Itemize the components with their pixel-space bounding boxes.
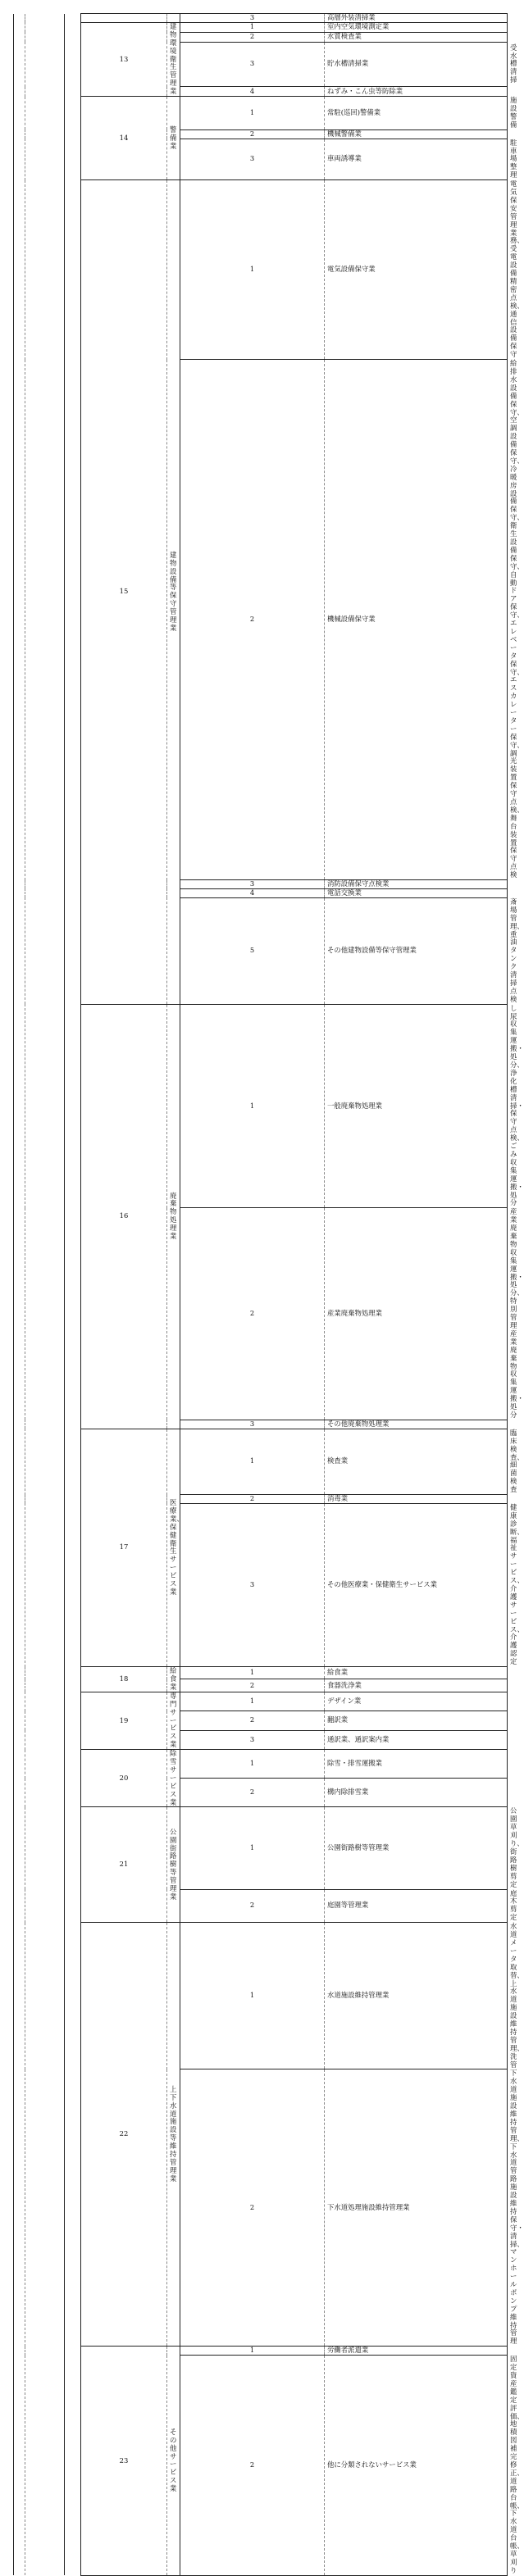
category-name: その他サービス業 (167, 2347, 180, 2575)
subitem-name: 労働者派遣業 (325, 2347, 508, 2356)
category-name: 建物環境衛生管理業 (167, 22, 180, 96)
subitem-number: 3 (180, 1730, 325, 1749)
subitem-name: 車両誘導業 (325, 139, 508, 180)
category-name (167, 14, 180, 23)
table-row (14, 14, 508, 23)
subitem-name: 機械設備保守業 (325, 360, 508, 880)
category-name: 公園街路樹等管理業 (167, 1807, 180, 1923)
table-row (14, 1692, 508, 1711)
subitem-name: 水質検査業 (325, 32, 508, 42)
subitem-name: 通訳業、通訳案内業 (325, 1730, 508, 1749)
category-number: 18 (81, 1667, 167, 1692)
subitem-number: 3 (180, 139, 325, 180)
table-row: 2 他に分類されないサービス業 固定資産鑑定評価、地積図補完修正、道路台帳、下水道台帳、草刈り (14, 2356, 508, 2575)
subitem-number: 1 (180, 1004, 325, 1208)
subitem-number: 1 (180, 97, 325, 130)
table-row: 22 上下水道施設等維持管理業 1 水道施設維持管理業 水道メータ取替、上水道施設維持管理、洗管 (14, 1923, 508, 2069)
subitem-number: 2 (180, 1779, 325, 1807)
category-number: 20 (81, 1750, 167, 1807)
subitem-number: 2 (180, 2069, 325, 2347)
table-row: 3 その他医療業・保健衛生サービス業 健康診断、福祉サービス、介護サービス、介護認定 (14, 1503, 508, 1666)
subitem-name: 他に分類されないサービス業 (325, 2356, 508, 2575)
table-row (14, 22, 508, 32)
table-row: 2 機械設備保守業 給排水設備保守、空調設備保守、冷暖房設備保守、衛生設備保守、自動ドア保守、エレベータ保守、エスカレーター保守、調光装置保守点検、舞台装置保守点検 (14, 360, 508, 880)
subitem-number: 1 (180, 22, 325, 32)
subitem-name: 庭園等管理業 (325, 1889, 508, 1923)
spacer-column (65, 14, 81, 2576)
table-row (14, 1667, 508, 1679)
subitem-name: デザイン業 (325, 1692, 508, 1711)
category-name: 廃棄物処理業 (167, 1004, 180, 1429)
subitem-name: その他医療業・保健衛生サービス業 (325, 1503, 508, 1666)
table-row: 5 その他建物設備等保守管理業 斎場管理、重油タンク清掃点検 (14, 897, 508, 1004)
category-number: 23 (81, 2347, 167, 2575)
subitem-number: 1 (180, 1667, 325, 1679)
subitem-name: 高層外装清掃業 (325, 14, 508, 23)
subitem-name: 室内空気環境測定業 (325, 22, 508, 32)
table-row (14, 2347, 508, 2356)
subitem-number: 1 (180, 1692, 325, 1711)
subitem-number: 5 (180, 897, 325, 1004)
subitem-number: 1 (180, 1923, 325, 2069)
subitem-name: 水道施設維持管理業 (325, 1923, 508, 2069)
subitem-name: 産業廃棄物処理業 (325, 1208, 508, 1420)
subitem-number: 2 (180, 1495, 325, 1504)
subitem-name: 消毒業 (325, 1495, 508, 1504)
subitem-number: 1 (180, 2347, 325, 2356)
subitem-name: 電気設備保守業 (325, 180, 508, 360)
subitem-number: 4 (180, 87, 325, 97)
category-number: 15 (81, 180, 167, 1005)
subitem-name: 下水道処理施設維持管理業 (325, 2069, 508, 2347)
subitem-number: 3 (180, 1420, 325, 1429)
category-name: 給食業 (167, 1667, 180, 1692)
subitem-number: 2 (180, 1679, 325, 1692)
category-name: 医療業、保健衛生サービス業 (167, 1429, 180, 1666)
subitem-number: 3 (180, 14, 325, 23)
subitem-number: 3 (180, 1503, 325, 1666)
category-name: 上下水道施設等維持管理業 (167, 1923, 180, 2347)
subitem-number: 1 (180, 1807, 325, 1889)
inner-margin-column (25, 14, 65, 2576)
category-number: 16 (81, 1004, 167, 1429)
subitem-number: 2 (180, 1711, 325, 1730)
category-name: 警備業 (167, 97, 180, 180)
subitem-number: 1 (180, 180, 325, 360)
subitem-number: 2 (180, 2356, 325, 2575)
subitem-name: 公園街路樹等管理業 (325, 1807, 508, 1889)
outer-margin-column (14, 14, 25, 2576)
table-row: 16 廃棄物処理業 1 一般廃棄物処理業 し尿収集運搬・処分、浄化槽清掃・保守点検、ごみ収集運搬・処分 (14, 1004, 508, 1208)
category-number: 21 (81, 1807, 167, 1923)
category-name: 建物設備等保守管理業 (167, 180, 180, 1005)
subitem-number: 1 (180, 1750, 325, 1779)
table-row: 2 産業廃棄物処理業 産業廃棄物収集運搬・処分、特別管理産業廃棄物収集運搬・処分 (14, 1208, 508, 1420)
subitem-name: ねずみ・こん虫等防除業 (325, 87, 508, 97)
subitem-name: 構内除排雪業 (325, 1779, 508, 1807)
subitem-name: 常駐(巡回)警備業 (325, 97, 508, 130)
table-row: 2 庭園等管理業 庭木剪定 (14, 1889, 508, 1923)
table-row: 3 貯水槽清掃業 受水槽清掃 (14, 42, 508, 87)
table-row: 15 建物設備等保守管理業 1 電気設備保守業 電気保安管理業務、受電設備精密点検、通信設備保守 (14, 180, 508, 360)
subitem-number: 3 (180, 42, 325, 87)
category-number: 13 (81, 22, 167, 96)
table-row: 3 車両誘導業 駐車場整理 (14, 139, 508, 180)
service-category-table (13, 13, 524, 2576)
subitem-number: 3 (180, 880, 325, 889)
category-name: 専門サービス業 (167, 1692, 180, 1749)
subitem-name: 一般廃棄物処理業 (325, 1004, 508, 1208)
subitem-name: 給食業 (325, 1667, 508, 1679)
category-number: 19 (81, 1692, 167, 1749)
category-number: 14 (81, 97, 167, 180)
category-number: 22 (81, 1923, 167, 2347)
table-row: 14 警備業 1 常駐(巡回)警備業 施設警備 (14, 97, 508, 130)
subitem-number: 2 (180, 129, 325, 139)
subitem-name: その他廃棄物処理業 (325, 1420, 508, 1429)
subitem-name: 除雪・排雪運搬業 (325, 1750, 508, 1779)
subitem-number: 2 (180, 1208, 325, 1420)
subitem-name: 食器洗浄業 (325, 1679, 508, 1692)
subitem-name: その他建物設備等保守管理業 (325, 897, 508, 1004)
subitem-number: 4 (180, 888, 325, 897)
table-row: 21 公園街路樹等管理業 1 公園街路樹等管理業 公園草刈り、街路樹剪定 (14, 1807, 508, 1889)
subitem-name: 電話交換業 (325, 888, 508, 897)
subitem-number: 1 (180, 1429, 325, 1494)
subitem-number: 2 (180, 1889, 325, 1923)
subitem-name: 機械警備業 (325, 129, 508, 139)
subitem-number: 2 (180, 360, 325, 880)
table-row: 17 医療業、保健衛生サービス業 1 検査業 臨床検査、細菌検査 (14, 1429, 508, 1494)
subitem-number: 2 (180, 32, 325, 42)
subitem-name: 貯水槽清掃業 (325, 42, 508, 87)
subitem-name: 消防設備保守点検業 (325, 880, 508, 889)
category-number: 17 (81, 1429, 167, 1666)
subitem-name: 翻訳業 (325, 1711, 508, 1730)
category-number (81, 14, 167, 23)
subitem-name: 検査業 (325, 1429, 508, 1494)
table-row (14, 1750, 508, 1779)
table-row: 2 下水道処理施設維持管理業 下水道施設維持管理、下水道管路施設維持保守・清掃、マンホールポンプ維持管理 (14, 2069, 508, 2347)
category-name: 除雪サービス業 (167, 1750, 180, 1807)
